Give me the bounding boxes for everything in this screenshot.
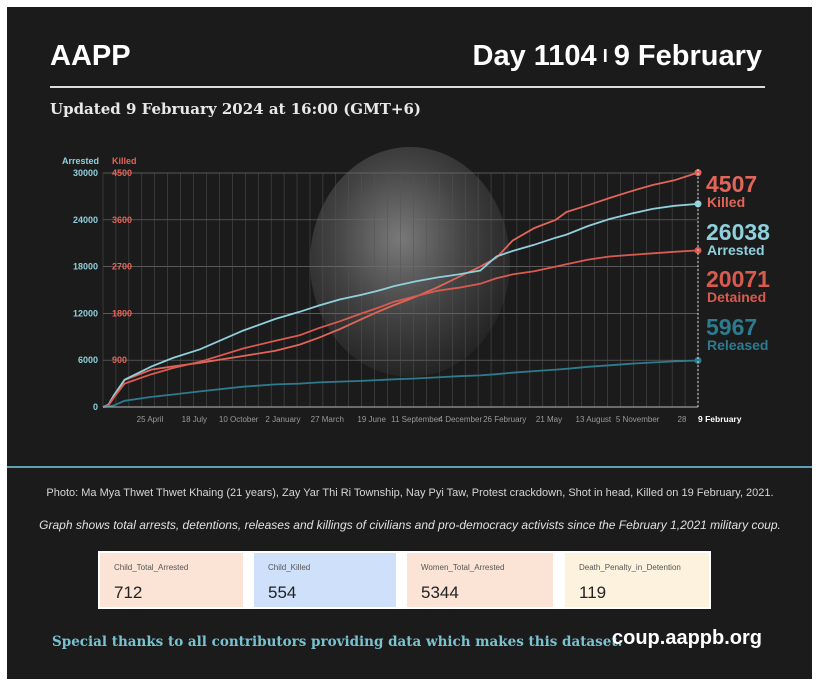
x-tick-label: 19 June [357,415,386,424]
arrested-tick-label: 30000 [72,168,98,178]
website-link[interactable]: coup.aappb.org [612,627,762,649]
stat-card-child-killed [254,553,396,607]
x-tick-label: 27 March [310,415,345,424]
x-tick-label: 25 April [136,415,164,424]
killed-tick-label: 2700 [112,261,133,272]
killed-tick-label: 3600 [112,214,133,225]
arrested-axis-label: Arrested [62,156,100,166]
x-tick-label: 13 August [575,415,612,424]
end-value-arrested: 26038 [706,219,770,245]
updated-timestamp: Updated 9 February 2024 at 16:00 (GMT+6) [50,100,421,118]
day-label: Day 1104 [472,40,597,72]
stat-value: 712 [114,583,143,602]
end-value-detained: 20071 [706,266,770,292]
thanks-note: Special thanks to all contributors providing data which makes this dataset. [52,634,623,650]
date-label: 9 February [613,40,762,72]
stat-value: 554 [268,583,297,602]
end-label-released: Released [707,337,769,353]
x-tick-label: 5 November [615,415,660,424]
killed-axis-label: Killed [112,156,137,166]
end-label-killed: Killed [707,194,746,210]
x-tick-label: 2 January [265,415,301,424]
photo-caption: Photo: Ma Mya Thwet Thwet Khaing (21 years), Zay Yar Thi Ri Township, Nay Pyi Taw, Protest crackdown, Shot in head, Killed on 19 February, 2021. [46,487,774,499]
stat-value: 5344 [421,583,459,602]
killed-tick-label: 4500 [112,168,133,178]
x-tick-label: 26 February [483,415,527,424]
x-tick-label: 11 September [391,415,441,424]
end-value-killed: 4507 [706,171,758,197]
killed-tick-label: 1800 [112,308,133,319]
end-value-released: 5967 [706,314,758,340]
x-tick-label: 18 July [181,415,208,424]
arrested-tick-label: 0 [92,402,98,412]
end-label-arrested: Arrested [707,242,765,258]
stat-label: Child_Total_Arrested [114,563,189,572]
chart-grid [103,173,698,407]
stat-label: Death_Penalty_in_Detention [579,563,681,572]
x-tick-label: 4 December [438,415,483,424]
x-tick-label: 9 February [698,414,742,424]
title-separator: I [602,46,608,66]
arrested-tick-label: 12000 [72,308,98,319]
killed-tick-label: 900 [112,355,128,366]
stats-cards [98,551,711,609]
graph-description: Graph shows total arrests, detentions, releases and killings of civilians and pro-democracy activists since the February 1,2021 military coup. [39,518,781,532]
end-label-detained: Detained [707,289,767,305]
stat-card-child-arrested [100,553,243,607]
org-title: AAPP [50,40,131,72]
stat-label: Women_Total_Arrested [421,563,505,572]
chart-end-labels [706,171,770,353]
x-tick-label: 10 October [218,415,259,424]
section-divider [7,466,812,468]
portrait-photo [310,147,510,377]
stat-card-death-penalty [565,553,709,607]
arrested-tick-label: 6000 [77,355,98,366]
stat-value: 119 [579,583,607,602]
x-tick-label: 28 [677,415,687,424]
arrested-tick-label: 18000 [72,261,98,272]
stat-label: Child_Killed [268,563,311,572]
arrested-tick-label: 24000 [72,214,98,225]
stat-card-women-arrested [407,553,553,607]
x-tick-label: 21 May [535,415,563,424]
